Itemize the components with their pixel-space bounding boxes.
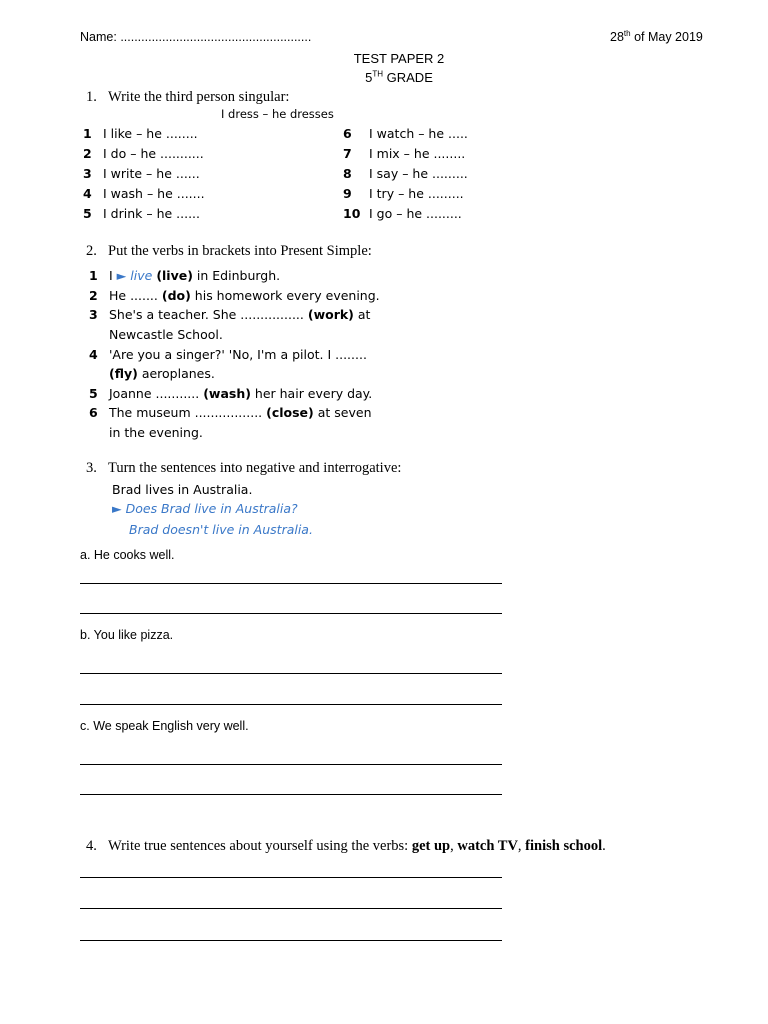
q3-instruction	[86, 460, 401, 477]
grade-number: 5	[365, 70, 373, 85]
example-answer: live	[130, 268, 153, 283]
answer-line[interactable]	[80, 877, 502, 878]
q1-item-number: 5	[83, 206, 92, 221]
q1-item-text: I wash – he .......	[103, 186, 205, 201]
answer-line[interactable]	[80, 583, 502, 584]
answer-line[interactable]	[80, 940, 502, 941]
q3-sentence-a: a. He cooks well.	[80, 548, 175, 562]
q1-item-text: I write – he ......	[103, 166, 200, 181]
answer-line[interactable]	[80, 613, 502, 614]
q1-item-number: 6	[343, 126, 352, 141]
q2-item-5: 5 Joanne ........... (wash) her hair every day.	[89, 386, 373, 401]
q2-text: Put the verbs in brackets into Present Simple:	[108, 243, 372, 259]
q3-example-question: ► Does Brad live in Australia?	[112, 501, 298, 516]
arrow-icon: ►	[116, 268, 127, 283]
answer-line[interactable]	[80, 794, 502, 795]
q1-number: 1.	[86, 89, 97, 105]
q1-item-text: I drink – he ......	[103, 206, 200, 221]
q2-item-4: 4 'Are you a singer?' 'No, I'm a pilot. I ........	[89, 347, 367, 362]
grade-suffix: TH	[372, 69, 384, 79]
q1-item	[343, 186, 464, 201]
grade-heading	[0, 70, 768, 85]
q4-verb-1: get up	[411, 838, 451, 854]
answer-line[interactable]	[80, 704, 502, 705]
grade-word: GRADE	[386, 70, 433, 85]
q1-item	[343, 206, 462, 221]
q1-item-text: I do – he ...........	[103, 146, 204, 161]
q1-item-number: 10	[343, 206, 361, 221]
date-day: 28	[610, 30, 624, 44]
q3-example-negative: Brad doesn't live in Australia.	[129, 522, 313, 537]
q2-instruction	[86, 243, 372, 260]
q1-text: Write the third person singular:	[108, 89, 290, 105]
q2-item-3-line2: Newcastle School.	[109, 327, 223, 342]
q1-item	[83, 126, 198, 141]
q2-item-6-line2: in the evening.	[109, 425, 203, 440]
name-label: Name:	[80, 30, 117, 44]
q1-item-number: 4	[83, 186, 92, 201]
answer-line[interactable]	[80, 908, 502, 909]
q1-item-number: 2	[83, 146, 92, 161]
q3-sentence-c: c. We speak English very well.	[80, 719, 249, 733]
q1-item-text: I say – he .........	[369, 166, 468, 181]
date-rest: of May 2019	[634, 30, 703, 44]
q1-item	[343, 126, 468, 141]
q2-number: 2.	[86, 243, 97, 259]
q2-item-1: 1 I ► live (live) in Edinburgh.	[89, 268, 281, 283]
q1-item	[83, 186, 205, 201]
q2-item-2: 2 He ....... (do) his homework every evening.	[89, 288, 380, 303]
q3-example: Brad lives in Australia.	[112, 482, 253, 497]
page-title: TEST PAPER 2	[353, 51, 445, 66]
q3-number: 3.	[86, 460, 97, 476]
q4-verb-3: finish school	[525, 838, 603, 854]
name-field[interactable]	[80, 30, 311, 44]
q1-item-text: I mix – he ........	[369, 146, 466, 161]
q1-item-number: 8	[343, 166, 352, 181]
q1-item-text: I try – he .........	[369, 186, 464, 201]
q1-item	[343, 146, 465, 161]
date-suffix: th	[623, 28, 631, 38]
q1-instruction	[86, 89, 289, 106]
q1-example: I dress – he dresses	[221, 107, 334, 121]
q1-item	[83, 146, 204, 161]
q1-item-number: 9	[343, 186, 352, 201]
q1-item-text: I watch – he .....	[369, 126, 468, 141]
name-dots: .......................................................	[120, 30, 312, 44]
arrow-icon: ►	[112, 501, 122, 516]
q1-item-number: 3	[83, 166, 92, 181]
q2-item-4-line2: (fly) aeroplanes.	[109, 366, 215, 381]
q4-text: Write true sentences about yourself using the verbs:	[108, 838, 412, 854]
q4-verb-2: watch TV	[457, 838, 518, 854]
q4-number: 4.	[86, 838, 97, 854]
date	[610, 30, 703, 44]
q1-item-text: I like – he ........	[103, 126, 198, 141]
q1-item	[83, 166, 200, 181]
q1-item-text: I go – he .........	[369, 206, 462, 221]
q3-sentence-b: b. You like pizza.	[80, 628, 174, 642]
q1-item-number: 1	[83, 126, 92, 141]
answer-line[interactable]	[80, 764, 502, 765]
q1-item	[83, 206, 200, 221]
answer-line[interactable]	[80, 673, 502, 674]
q2-item-6: 6 The museum ................. (close) at seven	[89, 405, 372, 420]
q3-text: Turn the sentences into negative and interrogative:	[108, 460, 402, 476]
q1-item-number: 7	[343, 146, 352, 161]
q2-item-3: 3 She's a teacher. She ................ (work) at	[89, 307, 371, 322]
q1-item	[343, 166, 468, 181]
q4-instruction: 4. Write true sentences about yourself using the verbs: get up, watch TV, finish school.	[86, 838, 606, 854]
